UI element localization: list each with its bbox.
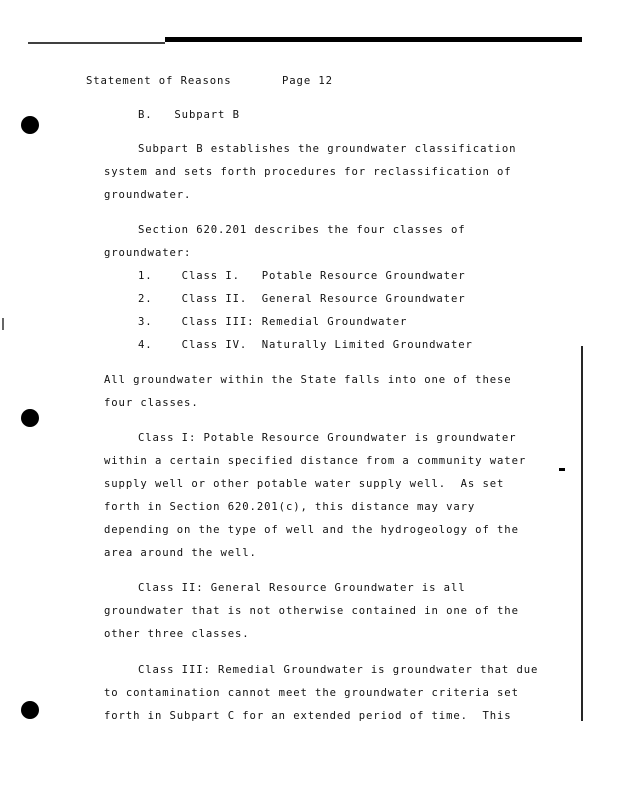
section-heading: B. Subpart B — [138, 109, 240, 121]
punch-hole — [21, 409, 39, 427]
paragraph-line: depending on the type of well and the hydrogeology of the — [104, 524, 519, 536]
scan-mark — [559, 468, 565, 471]
list-item: 4. Class IV. Naturally Limited Groundwater — [138, 339, 473, 351]
paragraph-line: within a certain specified distance from a community water — [104, 455, 527, 467]
scan-edge-line — [581, 346, 583, 721]
paragraph-line: Class III: Remedial Groundwater is groundwater that due — [138, 664, 539, 676]
paragraph-line: supply well or other potable water supply well. As set — [104, 478, 505, 490]
top-rule-thick — [165, 37, 582, 42]
paragraph-line: groundwater: — [104, 247, 192, 259]
page-number: Page 12 — [282, 75, 333, 87]
paragraph-line: Class II: General Resource Groundwater is all — [138, 582, 466, 594]
list-item: 3. Class III: Remedial Groundwater — [138, 316, 408, 328]
list-item: 1. Class I. Potable Resource Groundwater — [138, 270, 466, 282]
paragraph-line: system and sets forth procedures for reclassification of — [104, 166, 512, 178]
paragraph-line: groundwater. — [104, 189, 192, 201]
punch-hole — [21, 116, 39, 134]
paragraph-line: forth in Section 620.201(c), this distance may vary — [104, 501, 476, 513]
paragraph-line: other three classes. — [104, 628, 250, 640]
paragraph-line: area around the well. — [104, 547, 257, 559]
paragraph-line: All groundwater within the State falls into one of these — [104, 374, 512, 386]
running-title: Statement of Reasons — [86, 75, 232, 87]
paragraph-line: Section 620.201 describes the four classes of — [138, 224, 466, 236]
paragraph-line: Subpart B establishes the groundwater classification — [138, 143, 517, 155]
top-rule-thin — [28, 42, 165, 44]
paragraph-line: Class I: Potable Resource Groundwater is groundwater — [138, 432, 517, 444]
scan-mark — [2, 318, 4, 330]
paragraph-line: four classes. — [104, 397, 199, 409]
paragraph-line: to contamination cannot meet the groundwater criteria set — [104, 687, 519, 699]
punch-hole — [21, 701, 39, 719]
list-item: 2. Class II. General Resource Groundwater — [138, 293, 466, 305]
paragraph-line: groundwater that is not otherwise contained in one of the — [104, 605, 519, 617]
paragraph-line: forth in Subpart C for an extended period of time. This — [104, 710, 512, 722]
